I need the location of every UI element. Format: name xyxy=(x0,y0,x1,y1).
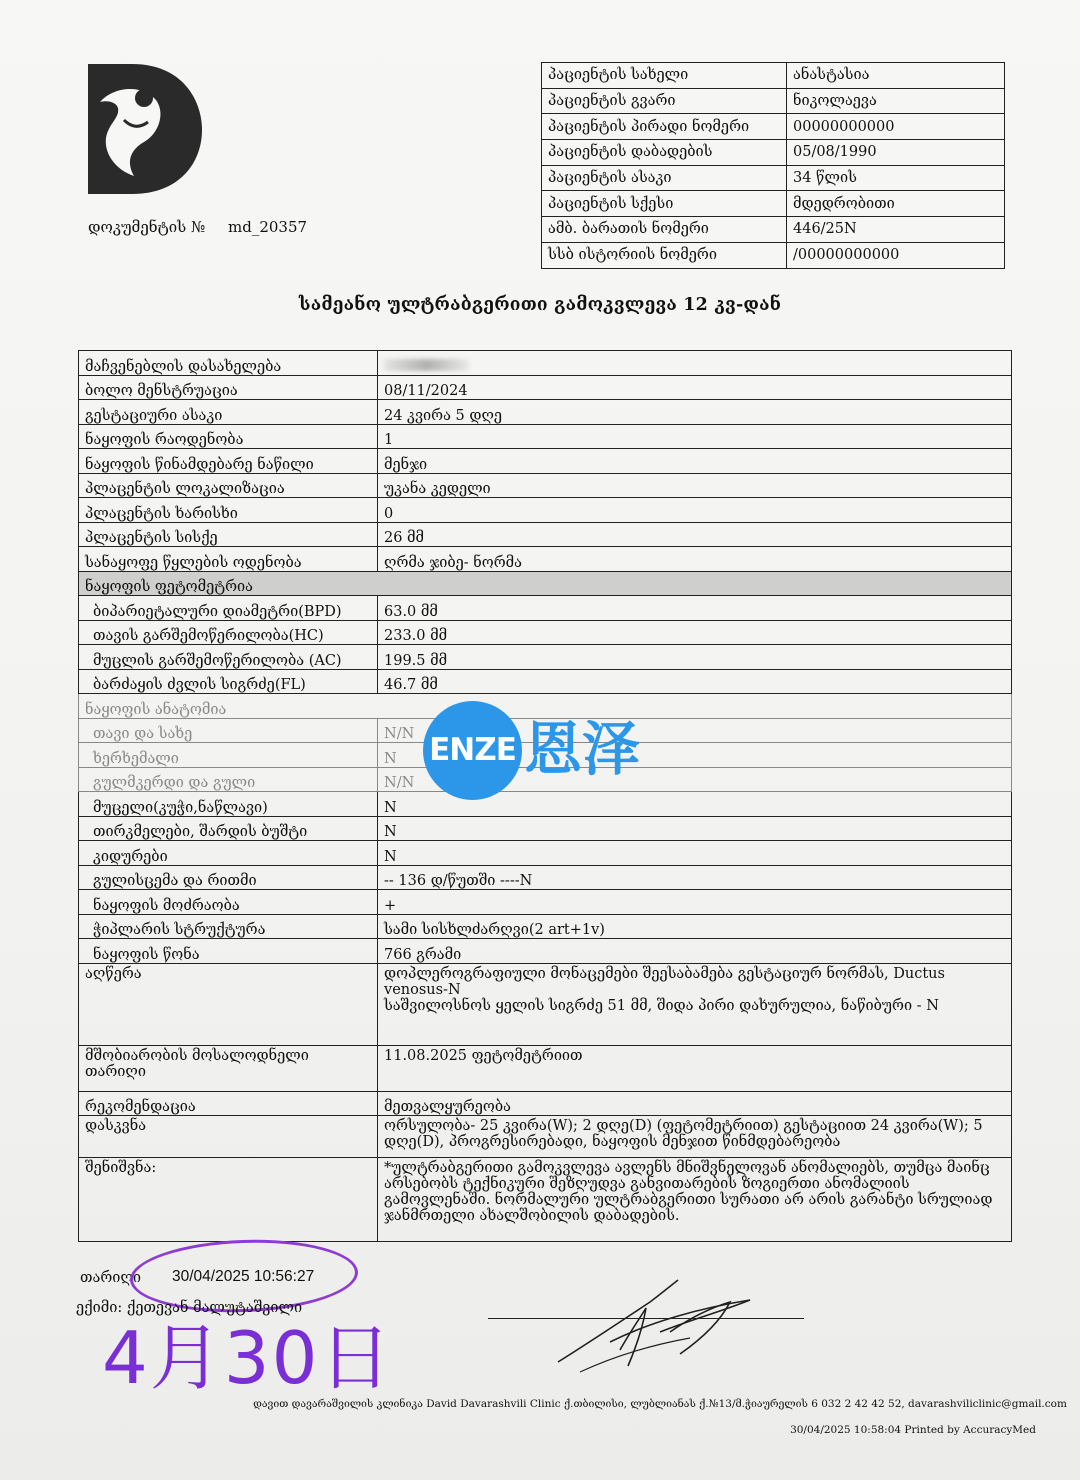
description-line-2: საშვილოსნოს ყელის სიგრძე 51 მმ, შიდა პირი დახურულია, ნაწიბური - N xyxy=(384,997,939,1014)
patient-label: პაციენტის ასაკი xyxy=(542,165,787,191)
patient-value: ნიკოლაევა xyxy=(787,88,1005,114)
row-label: შენიშვნა: xyxy=(79,1158,378,1242)
row-value: 0 xyxy=(378,498,1012,523)
row-value: 766 გრამი xyxy=(378,939,1012,964)
table-row xyxy=(79,375,1012,400)
watermark-brand: ENZE xyxy=(423,701,522,800)
row-value: *ულტრაბგერითი გამოკვლევა ავლენს მნიშვნელოვან ანომალიებს, თუმცა მაინც არსებობს ტექნიკური შეზღუდვა განვითარების ზოგიერთი ანომალიის გამოვლენაში. ნორმალური ულტრაბგერითი სურათი არ არის გარანტი სრულიად ჯანმრთელი ახალშობილის დაბადების. xyxy=(378,1158,1012,1242)
table-row xyxy=(79,498,1012,523)
description-line-1: დოპლეროგრაფიული მონაცემები შეესაბამება გესტაციურ ნორმას, Ductus venosus-N xyxy=(384,965,945,998)
row-label: რეკომენდაცია xyxy=(79,1091,378,1116)
row-value: 63.0 მმ xyxy=(378,596,1012,621)
row-value: + xyxy=(378,890,1012,915)
footer-clinic-info: დავით დავარაშვილის კლინიკა David Davarashvili Clinic ქ.თბილისი, ლუბლიანას ქ.№13/მ.ჭიაურელის 6 032 2 42 42 52, davarashviliclinic@gmail.com xyxy=(253,1398,1067,1410)
table-row xyxy=(79,1045,1012,1091)
row-value: 24 კვირა 5 დღე xyxy=(378,400,1012,425)
report-title: სამეანო ულტრაბგერითი გამოკვლევა 12 კვ-დან xyxy=(298,295,782,315)
row-label: პლაცენტის სისქე xyxy=(79,522,378,547)
patient-value: 446/25N xyxy=(787,217,1005,243)
row-value: 11.08.2025 ფეტომეტრიით xyxy=(378,1045,1012,1091)
patient-value: 00000000000 xyxy=(787,114,1005,140)
row-label: სანაყოფე წყლების ოდენობა xyxy=(79,547,378,572)
clinic-logo-icon xyxy=(80,58,205,198)
footer-print-info: 30/04/2025 10:58:04 Printed by AccuracyMed xyxy=(790,1424,1036,1436)
patient-value: 05/08/1990 xyxy=(787,140,1005,166)
doctor-name: ექიმი: ქეთევან მალუტაშვილი xyxy=(76,1300,303,1316)
row-label: კიდურები xyxy=(79,841,378,866)
row-value: სამი სისხლძარღვი(2 art+1v) xyxy=(378,914,1012,939)
patient-value: /00000000000 xyxy=(787,242,1005,268)
row-value: N/N xyxy=(378,767,1012,792)
table-row xyxy=(79,449,1012,474)
table-row xyxy=(79,596,1012,621)
table-row xyxy=(79,473,1012,498)
row-label: დასკვნა xyxy=(79,1116,378,1158)
table-header-row xyxy=(79,351,1012,376)
row-value: N xyxy=(378,792,1012,817)
conclusion-row xyxy=(79,1116,1012,1158)
table-row xyxy=(79,645,1012,670)
patient-label: პაციენტის სახელი xyxy=(542,63,787,89)
patient-value: 34 წლის xyxy=(787,165,1005,191)
patient-label: პაციენტის გვარი xyxy=(542,88,787,114)
row-value: 233.0 მმ xyxy=(378,620,1012,645)
redacted-value xyxy=(378,351,1012,376)
row-label: ბარძაყის ძვლის სიგრძე(FL) xyxy=(79,669,378,694)
row-label: ნაყოფის წონა xyxy=(79,939,378,964)
row-value: N xyxy=(378,743,1012,768)
patient-row xyxy=(542,165,1005,191)
row-label: პლაცენტის ლოკალიზაცია xyxy=(79,473,378,498)
row-label: გულისცემა და რითმი xyxy=(79,865,378,890)
row-value: 1 xyxy=(378,424,1012,449)
date-value: 30/04/2025 10:56:27 xyxy=(172,1268,315,1285)
row-label: გულმკერდი და გული xyxy=(79,767,378,792)
document-number xyxy=(88,218,307,236)
patient-info-table xyxy=(541,62,1005,269)
patient-value: ანასტასია xyxy=(787,63,1005,89)
section-label: ნაყოფის ფეტომეტრია xyxy=(79,571,1012,596)
table-row xyxy=(79,1091,1012,1116)
patient-row xyxy=(542,63,1005,89)
row-value: ღრმა ჯიბე- ნორმა xyxy=(378,547,1012,572)
table-row xyxy=(79,424,1012,449)
row-label: ნაყოფის მოძრაობა xyxy=(79,890,378,915)
document-number-value: md_20357 xyxy=(228,218,308,236)
row-value: 26 მმ xyxy=(378,522,1012,547)
table-row xyxy=(79,620,1012,645)
row-value xyxy=(378,963,1012,1045)
row-label: ბიპარიეტალური დიამეტრი(BPD) xyxy=(79,596,378,621)
patient-label: პაციენტის სქესი xyxy=(542,191,787,217)
table-row xyxy=(79,400,1012,425)
row-value: -- 136 დ/წუთში ----N xyxy=(378,865,1012,890)
table-row xyxy=(79,669,1012,694)
row-value: N xyxy=(378,816,1012,841)
patient-label: სსბ ისტორიის ნომერი xyxy=(542,242,787,268)
row-label: თავი და სახე xyxy=(79,718,378,743)
redaction-blur xyxy=(384,359,469,371)
table-row xyxy=(79,890,1012,915)
row-label: ნაყოფის წინამდებარე ნაწილი xyxy=(79,449,378,474)
table-row xyxy=(79,522,1012,547)
row-label: ჭიპლარის სტრუქტურა xyxy=(79,914,378,939)
row-label: გესტაციური ასაკი xyxy=(79,400,378,425)
patient-row xyxy=(542,88,1005,114)
enze-watermark xyxy=(420,700,680,800)
row-label: ბოლო მენსტრუაცია xyxy=(79,375,378,400)
row-label: ნაყოფის რაოდენობა xyxy=(79,424,378,449)
description-row xyxy=(79,963,1012,1045)
row-label: მუცლის გარშემოწერილობა (AC) xyxy=(79,645,378,670)
row-label: ხერხემალი xyxy=(79,743,378,768)
row-label: თირკმელები, შარდის ბუშტი xyxy=(79,816,378,841)
patient-label: პაციენტის პირადი ნომერი xyxy=(542,114,787,140)
row-value: მენჯი xyxy=(378,449,1012,474)
row-value: N xyxy=(378,841,1012,866)
row-label: მშობიარობის მოსალოდნელი თარიღი xyxy=(79,1045,378,1091)
patient-value: მდედრობითი xyxy=(787,191,1005,217)
section-row-fetometry xyxy=(79,571,1012,596)
document-number-label: დოკუმენტის № xyxy=(88,218,206,236)
table-row xyxy=(79,547,1012,572)
patient-row xyxy=(542,114,1005,140)
row-value: N/N xyxy=(378,718,1012,743)
row-value: 46.7 მმ xyxy=(378,669,1012,694)
patient-row xyxy=(542,140,1005,166)
table-row xyxy=(79,865,1012,890)
section-label: ნაყოფის ანატომია xyxy=(79,694,1012,719)
row-value: ორსულობა- 25 კვირა(W); 2 დღე(D) (ფეტომეტრიით) გესტაციით 24 კვირა(W); 5 დღე(D), პროგრესირებადი, ნაყოფის მენჯით წინმდებარეობა xyxy=(378,1116,1012,1158)
note-row xyxy=(79,1158,1012,1242)
table-row xyxy=(79,841,1012,866)
patient-row xyxy=(542,242,1005,268)
row-value: 199.5 მმ xyxy=(378,645,1012,670)
row-label: პლაცენტის ხარისხი xyxy=(79,498,378,523)
table-row xyxy=(79,816,1012,841)
header-label: მაჩვენებლის დასახელება xyxy=(79,351,378,376)
handwritten-date-note: 4月30日 xyxy=(102,1316,394,1400)
row-label: მუცელი(კუჭი,ნაწლავი) xyxy=(79,792,378,817)
row-value: მეთვალყურეობა xyxy=(378,1091,1012,1116)
watermark-chinese: 恩泽 xyxy=(524,715,641,783)
row-value: 08/11/2024 xyxy=(378,375,1012,400)
signature-icon xyxy=(550,1262,790,1382)
row-label: აღწერა xyxy=(79,963,378,1045)
date-label: თარიღი xyxy=(80,1270,141,1286)
patient-label: ამბ. ბარათის ნომერი xyxy=(542,217,787,243)
row-value: უკანა კედელი xyxy=(378,473,1012,498)
patient-label: პაციენტის დაბადების xyxy=(542,140,787,166)
table-row xyxy=(79,914,1012,939)
table-row xyxy=(79,939,1012,964)
patient-row xyxy=(542,217,1005,243)
patient-row xyxy=(542,191,1005,217)
row-label: თავის გარშემოწერილობა(HC) xyxy=(79,620,378,645)
